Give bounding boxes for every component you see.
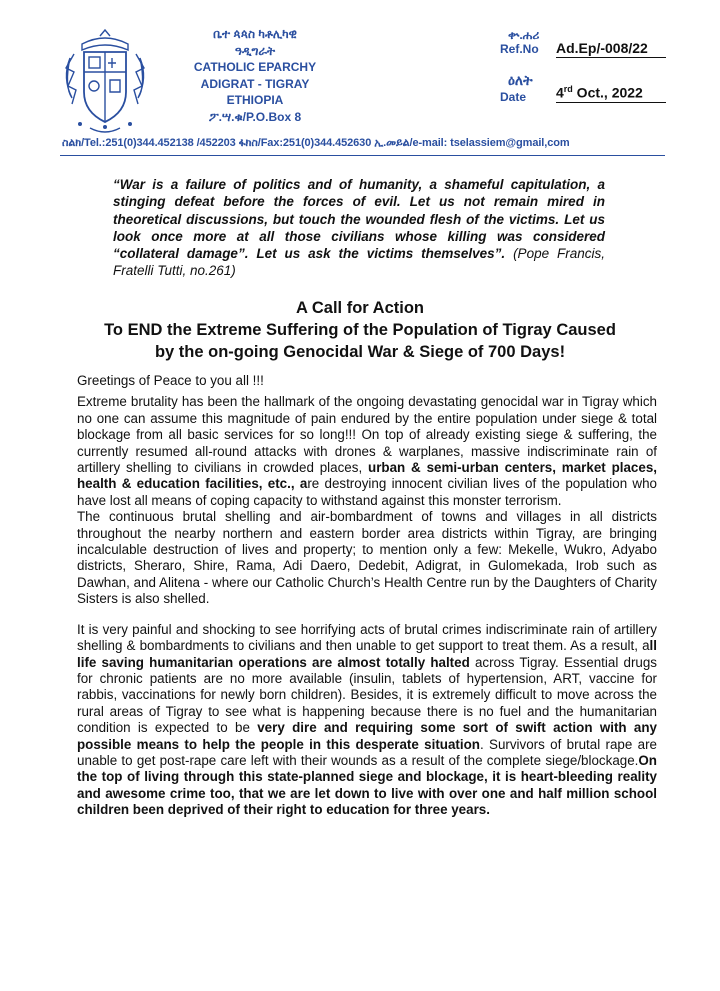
eparchy-name-line1: CATHOLIC EPARCHY (193, 60, 317, 74)
pope-quote (113, 176, 605, 280)
paragraph-2: The continuous brutal shelling and air-bombardment of towns and villages in all districts throughout the nearby northern and eastern border area districts within Tigray, are bringing incalculable destruction of lives and property; to mention only a few: Mekelle, Wukro, Adyabo districts, Sheraro, Shire, Rama, Adi Daero, Dedebit, Adigrat, in Gulomekada, Irob such as Dawhan, and Alitena - where our Catholic Church’s Health Centre run by the Daughters of Charity Sisters is also shelled. (77, 509, 657, 607)
date-amharic-label: ዕለት (508, 72, 533, 88)
eparchy-name-line3: ETHIOPIA (226, 93, 284, 107)
paragraph-1 (77, 394, 657, 509)
title-line3: by the on-going Genocidal War & Siege of 700 Days! (154, 343, 566, 361)
p1-text-c: re destroying innocent civilian lives of the population who have lost all means of coping capacity to withstand against this monster terrorism. (77, 476, 658, 508)
letter-body (77, 373, 657, 819)
quote-citation: (Pope Francis, Fratelli Tutti, no.261) (113, 246, 605, 279)
fax-amharic: ፋክስ/ (238, 137, 261, 149)
header-divider (60, 155, 665, 156)
ref-value: Ad.Ep/-008/22 (556, 40, 666, 58)
date-rest: Oct., 2022 (572, 84, 643, 101)
p1-bold: urban & semi-urban centers, market places, health & education facilities, etc., a (77, 460, 657, 492)
pobox-value: P.O.Box 8 (246, 109, 302, 124)
p3-bold-f: On the top of living through this state-planned siege and blockage, it is heart-bleeding reality and awesome crime too, that we are let down to live with over one and half million school children been deprived of their right to education for three years. (77, 752, 657, 818)
p3-text-e: . Survivors of brutal rape are unable to get post-rape care left with their wounds as a result of the complete siege/blockage. (77, 736, 658, 768)
date-sup: rd (563, 84, 573, 94)
eparchy-address-block (160, 26, 350, 125)
contact-line (62, 137, 570, 150)
eparchy-crest-logo (60, 28, 150, 138)
date-day: 4 (556, 84, 564, 101)
ref-amharic-label: ቍ.ሐሪ (508, 28, 540, 42)
p3-bold-d: very dire and requiring some sort of swift action with any possible means to help the people in this desperate situation (77, 720, 657, 752)
pobox-amharic: ፖ.ሣ.ቁ/ (208, 109, 247, 124)
amharic-name-line2: ዓዲግራት (234, 43, 276, 58)
tel-amharic: ስልክ/ (62, 137, 85, 149)
date-label: Date (500, 90, 527, 104)
p1-text-a: Extreme brutality has been the hallmark of the ongoing devastating genocidal war in Tigray which no one can assume this magnitude of pain endured by the entire population under siege & total blockage from all basic services for so long!!! On top of already existing siege & suffering, the currently resumed all-round attacks with drones & warplanes, massive indiscriminate rain of artillery shelling to civilians in crowded places, (77, 394, 657, 476)
letter-title (60, 297, 660, 363)
amharic-name-line1: ቤተ ጳጳስ ካቶሊካዊ (213, 27, 297, 41)
reference-block (480, 28, 675, 108)
email-value: e-mail: tselassiem@gmail,com (412, 137, 570, 149)
eparchy-name-line2: ADIGRAT - TIGRAY (200, 76, 310, 91)
title-line2: To END the Extreme Suffering of the Population of Tigray Caused (104, 321, 616, 339)
p3-text-a: It is very painful and shocking to see horrifying acts of brutal crimes indiscriminate rain of artillery shelling & bombardments to civilians and then unable to get support to treat them. As a result, a (77, 621, 657, 654)
paragraph-3 (77, 622, 657, 819)
email-amharic: ኢ.መይል/ (374, 137, 413, 149)
date-value (556, 84, 666, 103)
p3-bold-b: ll life saving humanitarian operations are almost totally halted (77, 638, 657, 670)
tel-value: Tel.:251(0)344.452138 /452203 (84, 137, 239, 149)
greeting: Greetings of Peace to you all !!! (77, 373, 264, 388)
quote-text: “War is a failure of politics and of humanity, a shameful capitulation, a stinging defeat before the forces of evil. Let us not remain mired in theoretical discussions, but touch the wounded flesh of the victims. Let us look once more at all those civilians whose killing was considered “collateral damage”. Let us ask the victims themselves”. (113, 177, 605, 262)
pobox-line (160, 109, 350, 126)
ref-label: Ref.No (500, 42, 539, 56)
fax-value: Fax:251(0)344.452630 (260, 137, 375, 149)
p3-text-c: across Tigray. Essential drugs for chronic patients are no more available (insulin, tablets of hypertension, ART, vaccine for rabbis, vaccinations for newly born children). Besides, it is extremely difficult to move across the rural areas of Tigray to see what is happening because there is no fuel and the humanitarian condition is expected to be (77, 654, 657, 736)
title-line1: A Call for Action (295, 299, 425, 317)
